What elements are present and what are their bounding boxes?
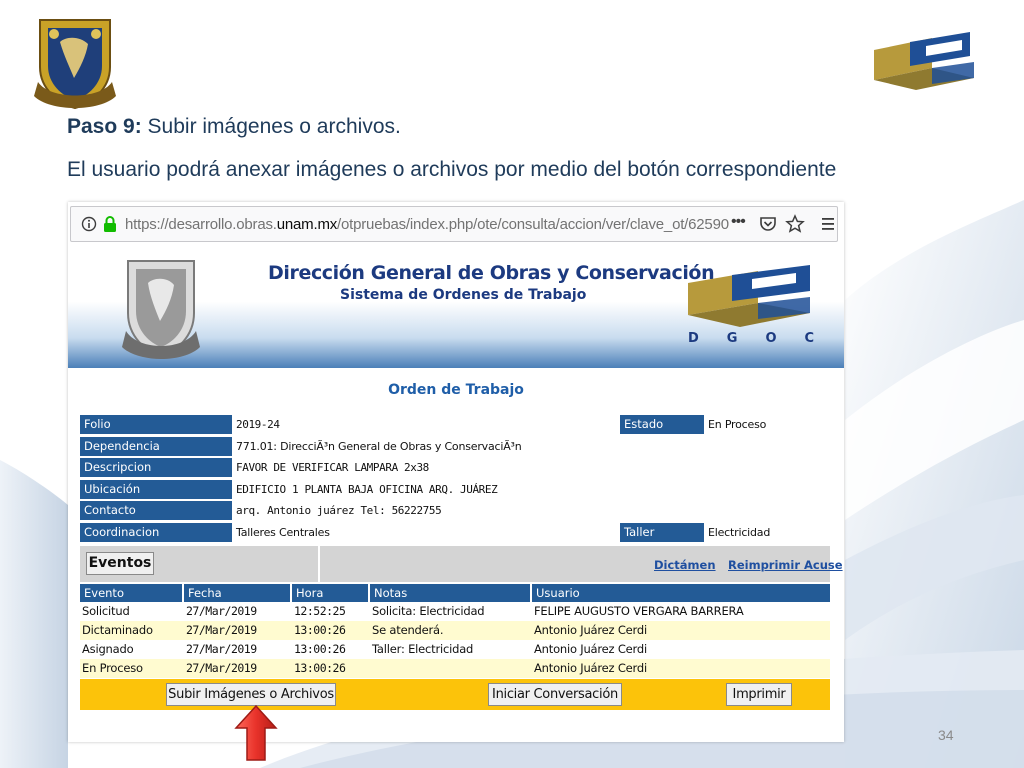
dgoc-letters: DGOC	[688, 331, 843, 346]
dependencia-value: 771.01: DirecciÃ³n General de Obras y ConservaciÃ³n	[236, 439, 522, 453]
fecha-cell: 27/Mar/2019	[186, 623, 257, 637]
contacto-label: Contacto	[80, 501, 232, 520]
notas-cell: Solicita: Electricidad	[372, 604, 485, 618]
hora-cell: 13:00:26	[294, 661, 346, 675]
order-title: Orden de Trabajo	[388, 382, 524, 398]
col-notas: Notas	[370, 584, 530, 602]
hamburger-menu-icon[interactable]	[821, 216, 835, 232]
page-number: 34	[938, 727, 954, 743]
events-divider	[318, 546, 320, 582]
dictamen-link[interactable]: Dictámen	[654, 558, 716, 572]
evento-cell: En Proceso	[82, 661, 143, 675]
usuario-cell: Antonio Juárez Cerdi	[534, 642, 647, 656]
col-hora: Hora	[292, 584, 368, 602]
fecha-cell: 27/Mar/2019	[186, 642, 257, 656]
lock-icon[interactable]	[103, 215, 117, 233]
usuario-cell: Antonio Juárez Cerdi	[534, 661, 647, 675]
table-row	[80, 659, 830, 678]
notas-cell: Se atenderá.	[372, 623, 444, 637]
address-bar[interactable]	[70, 206, 838, 242]
dgoc-logo	[870, 28, 980, 98]
print-button[interactable]: Imprimir	[726, 683, 792, 706]
folio-value: 2019-24	[236, 418, 280, 431]
ubicacion-label: Ubicación	[80, 480, 232, 499]
folio-label: Folio	[80, 415, 232, 434]
usuario-cell: Antonio Juárez Cerdi	[534, 623, 647, 637]
events-toolbar	[80, 546, 843, 582]
url-path: /otpruebas/index.php/ote/consulta/accion/ver/clave_ot/62590	[337, 216, 729, 233]
estado-value: En Proceso	[708, 418, 767, 431]
bookmark-star-icon[interactable]	[785, 214, 805, 234]
row-contacto	[80, 500, 830, 522]
reimprimir-acuse-link[interactable]: Reimprimir Acuse	[728, 558, 843, 572]
step-label: Paso 9:	[67, 115, 142, 138]
hora-cell: 13:00:26	[294, 623, 346, 637]
row-descripcion	[80, 457, 830, 479]
site-title: Dirección General de Obras y Conservación	[268, 262, 715, 284]
step-heading	[67, 115, 401, 139]
descripcion-label: Descripcion	[80, 458, 232, 477]
eventos-button[interactable]: Eventos	[86, 552, 154, 575]
evento-cell: Dictaminado	[82, 623, 153, 637]
fecha-cell: 27/Mar/2019	[186, 661, 257, 675]
estado-label: Estado	[620, 415, 704, 434]
dgoc-header-logo	[684, 265, 816, 331]
events-table-header	[80, 584, 830, 602]
unam-escudo-logo	[120, 251, 202, 363]
row-coordinacion	[80, 522, 830, 544]
info-icon[interactable]	[81, 216, 97, 232]
table-row	[80, 621, 830, 640]
unam-shield-logo	[30, 12, 120, 112]
coordinacion-value: Talleres Centrales	[236, 525, 330, 539]
order-info-table	[80, 414, 830, 544]
col-evento: Evento	[80, 584, 182, 602]
start-conversation-button[interactable]: Iniciar Conversación	[488, 683, 622, 706]
url-prefix: https://desarrollo.obras.	[125, 216, 277, 233]
row-folio	[80, 414, 830, 436]
upload-files-button[interactable]: Subir Imágenes o Archivos	[166, 683, 336, 706]
evento-cell: Solicitud	[82, 604, 130, 618]
more-actions-icon[interactable]: •••	[731, 213, 745, 230]
row-ubicacion	[80, 479, 830, 501]
coordinacion-label: Coordinacion	[80, 523, 232, 542]
taller-label: Taller	[620, 523, 704, 542]
contacto-value: arq. Antonio juárez Tel: 56222755	[236, 504, 442, 518]
site-header	[68, 247, 844, 368]
table-row	[80, 602, 830, 621]
url-host: unam.mx	[276, 216, 338, 233]
table-row	[80, 640, 830, 659]
hora-cell: 13:00:26	[294, 642, 346, 656]
action-bar	[80, 679, 830, 710]
pocket-icon[interactable]	[759, 215, 777, 233]
col-usuario: Usuario	[532, 584, 830, 602]
hora-cell: 12:52:25	[294, 604, 346, 618]
step-description: El usuario podrá anexar imágenes o archivos por medio del botón correspondiente	[67, 158, 837, 181]
notas-cell: Taller: Electricidad	[372, 642, 474, 656]
fecha-cell: 27/Mar/2019	[186, 604, 257, 618]
row-dependencia	[80, 436, 830, 458]
events-table	[80, 584, 830, 678]
usuario-cell: FELIPE AUGUSTO VERGARA BARRERA	[534, 604, 744, 618]
browser-window	[68, 202, 844, 742]
red-arrow-up-icon	[234, 704, 278, 762]
ubicacion-value: EDIFICIO 1 PLANTA BAJA OFICINA ARQ. JUÁREZ	[236, 482, 498, 496]
url-text[interactable]	[125, 216, 729, 233]
taller-value: Electricidad	[708, 525, 771, 539]
evento-cell: Asignado	[82, 642, 134, 656]
descripcion-value: FAVOR DE VERIFICAR LAMPARA 2x38	[236, 461, 429, 475]
site-subtitle: Sistema de Ordenes de Trabajo	[340, 287, 587, 303]
dependencia-label: Dependencia	[80, 437, 232, 456]
step-text: Subir imágenes o archivos.	[141, 115, 401, 138]
col-fecha: Fecha	[184, 584, 290, 602]
